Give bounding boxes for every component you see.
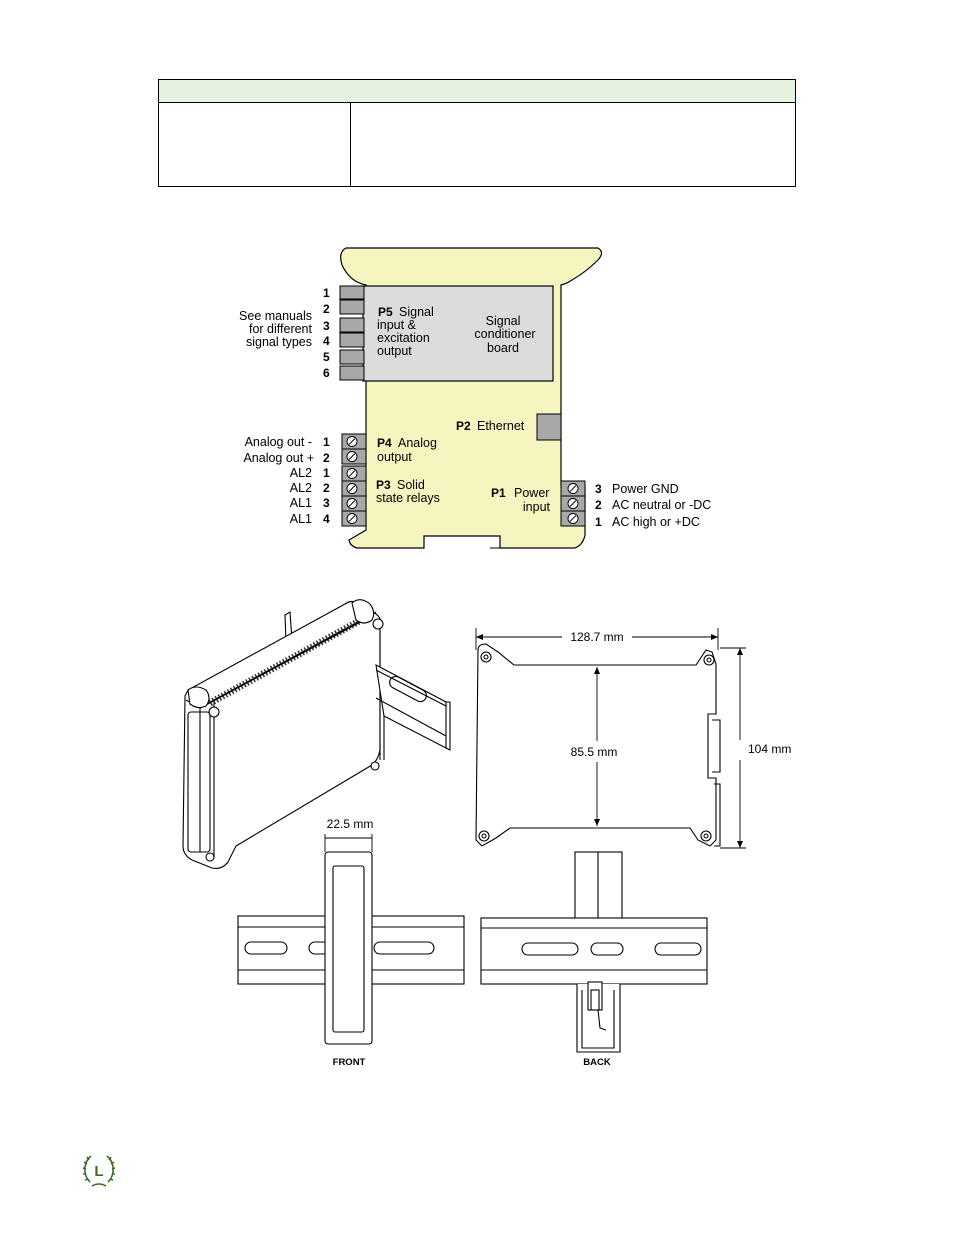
- p5-terminal-block: [340, 286, 364, 380]
- company-logo: [80, 1152, 118, 1190]
- p2-label: [456, 419, 525, 433]
- inner-height-dimension: 85.5 mm: [570, 745, 618, 759]
- p4-rows: [243, 435, 330, 465]
- svg-text:excitation: excitation: [377, 331, 430, 345]
- svg-text:Ethernet: Ethernet: [477, 419, 525, 433]
- p1-rows: [595, 482, 711, 529]
- svg-text:2: 2: [323, 302, 330, 316]
- svg-text:Analog: Analog: [398, 436, 437, 450]
- svg-text:5: 5: [323, 350, 330, 364]
- svg-text:P1: P1: [491, 486, 506, 500]
- logo-letter: L: [94, 1163, 104, 1180]
- width-dimension: 128.7 mm: [570, 630, 624, 644]
- svg-text:2: 2: [323, 451, 330, 465]
- svg-text:Signal: Signal: [399, 305, 434, 319]
- svg-text:AC neutral or -DC: AC neutral or -DC: [612, 498, 712, 512]
- svg-text:AL1: AL1: [289, 512, 312, 526]
- svg-text:1: 1: [323, 466, 330, 480]
- svg-text:4: 4: [323, 512, 330, 526]
- svg-text:input &: input &: [377, 318, 416, 332]
- svg-text:6: 6: [323, 366, 330, 380]
- back-caption: BACK: [583, 1057, 611, 1068]
- svg-text:conditioner: conditioner: [474, 327, 536, 341]
- p4-p3-terminal-block: [342, 434, 366, 526]
- svg-text:Power: Power: [514, 486, 550, 500]
- svg-text:P3: P3: [376, 478, 391, 492]
- svg-text:P2: P2: [456, 419, 471, 433]
- front-view: [238, 852, 464, 1044]
- back-view: [481, 852, 707, 1052]
- svg-text:Power GND: Power GND: [612, 482, 679, 496]
- svg-text:for different: for different: [248, 322, 312, 336]
- svg-text:Analog out -: Analog out -: [244, 435, 312, 449]
- svg-text:AC high or +DC: AC high or +DC: [612, 515, 700, 529]
- p2-ethernet-port: [537, 414, 561, 440]
- svg-text:2: 2: [595, 498, 602, 512]
- svg-text:2: 2: [323, 481, 330, 495]
- svg-text:board: board: [487, 341, 519, 355]
- svg-text:P5: P5: [378, 305, 393, 319]
- front-caption: FRONT: [332, 1057, 366, 1068]
- svg-text:3: 3: [595, 482, 602, 496]
- depth-dimension: 22.5 mm: [326, 817, 374, 831]
- svg-text:3: 3: [323, 496, 330, 510]
- svg-text:Signal: Signal: [485, 314, 521, 328]
- p5-side-note: [239, 309, 312, 349]
- svg-text:P4: P4: [377, 436, 392, 450]
- svg-text:signal types: signal types: [245, 335, 312, 349]
- svg-text:output: output: [377, 344, 412, 358]
- svg-text:Analog out +: Analog out +: [243, 451, 314, 465]
- svg-text:AL2: AL2: [289, 481, 312, 495]
- p5-pin-numbers: [323, 286, 330, 380]
- svg-text:4: 4: [323, 334, 330, 348]
- height-dimension: 104 mm: [748, 742, 792, 756]
- svg-text:1: 1: [323, 286, 330, 300]
- svg-text:See manuals: See manuals: [239, 309, 312, 323]
- svg-text:input: input: [522, 500, 550, 514]
- mechanical-drawings: [0, 580, 954, 1100]
- svg-text:state relays: state relays: [376, 491, 440, 505]
- svg-text:1: 1: [595, 515, 602, 529]
- svg-text:AL1: AL1: [289, 496, 312, 510]
- p1-terminal-block: [561, 481, 585, 526]
- wiring-diagram: [0, 0, 954, 600]
- svg-text:1: 1: [323, 435, 330, 449]
- isometric-view: [183, 600, 450, 869]
- svg-text:output: output: [377, 450, 412, 464]
- p3-rows: [290, 466, 330, 526]
- svg-text:AL2: AL2: [289, 466, 312, 480]
- svg-text:Solid: Solid: [397, 478, 425, 492]
- svg-text:3: 3: [323, 319, 330, 333]
